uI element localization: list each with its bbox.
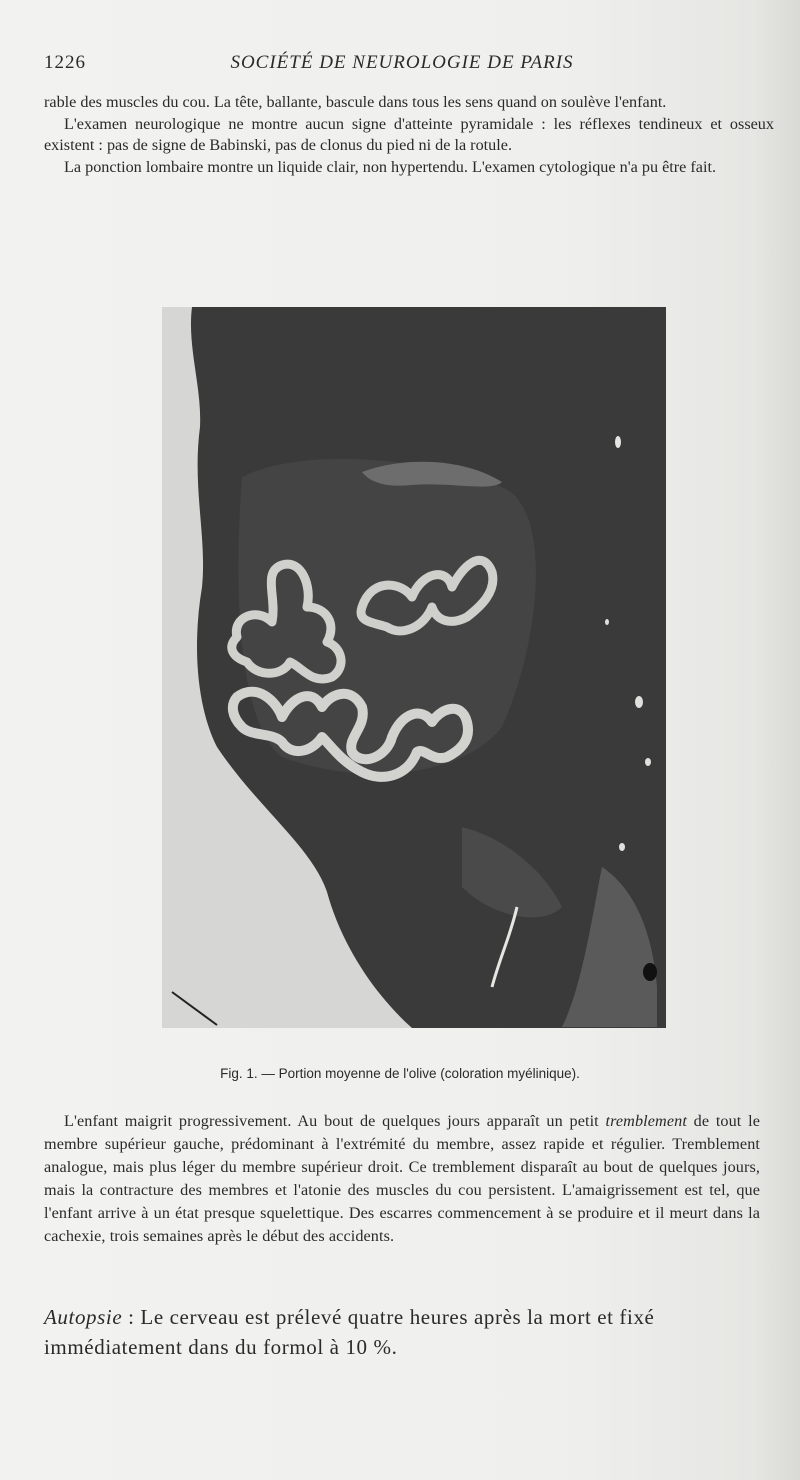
paragraph-4 [44, 1110, 760, 1248]
figure-micrograph [162, 307, 666, 1028]
page-number: 1226 [44, 52, 86, 73]
bottom-text-block [44, 1110, 760, 1248]
paragraph-3: La ponction lombaire montre un liquide clair, non hypertendu. L'examen cytologique n'a pu être fait. [64, 158, 717, 177]
running-head: SOCIÉTÉ DE NEUROLOGIE DE PARIS [230, 52, 574, 73]
olive-section-image [162, 307, 666, 1028]
paragraph-2: L'examen neurologique ne montre aucun signe d'atteinte pyramidale : les réflexes tendineux et osseux existent : pas de signe de Babinski, pas de clonus du pied ni de la rotule. [44, 114, 774, 155]
top-text-block [44, 92, 774, 179]
autopsie-text: : Le cerveau est prélevé quatre heures après la mort et fixé immédiatement dans du formol à 10 %. [44, 1305, 655, 1359]
autopsie-paragraph [44, 1302, 784, 1362]
paragraph-4-italic: tremblement [605, 1112, 687, 1130]
paragraph-4-part2: de tout le membre supérieur gauche, prédominant à l'extrémité du membre, assez rapide et régulier. Tremblement analogue, mais plus léger du membre supérieur droit. Ce tremblement disparaît au bout de quelques jours, mais la contracture des membres et l'atonie des muscles du cou persistent. L'amaigrissement est tel, que l'enfant arrive à un état presque squelettique. Des escarres commencement à se produire et il meurt dans la cachexie, trois semaines après le début des accidents. [44, 1112, 760, 1245]
figure-caption: Fig. 1. — Portion moyenne de l'olive (coloration myélinique). [220, 1066, 580, 1081]
autopsie-lead: Autopsie [44, 1305, 123, 1329]
paragraph-1: rable des muscles du cou. La tête, ballante, bascule dans tous les sens quand on soulève l'enfant. [44, 93, 667, 111]
paragraph-4-part1: L'enfant maigrit progressivement. Au bout de quelques jours apparaît un petit [64, 1112, 606, 1130]
